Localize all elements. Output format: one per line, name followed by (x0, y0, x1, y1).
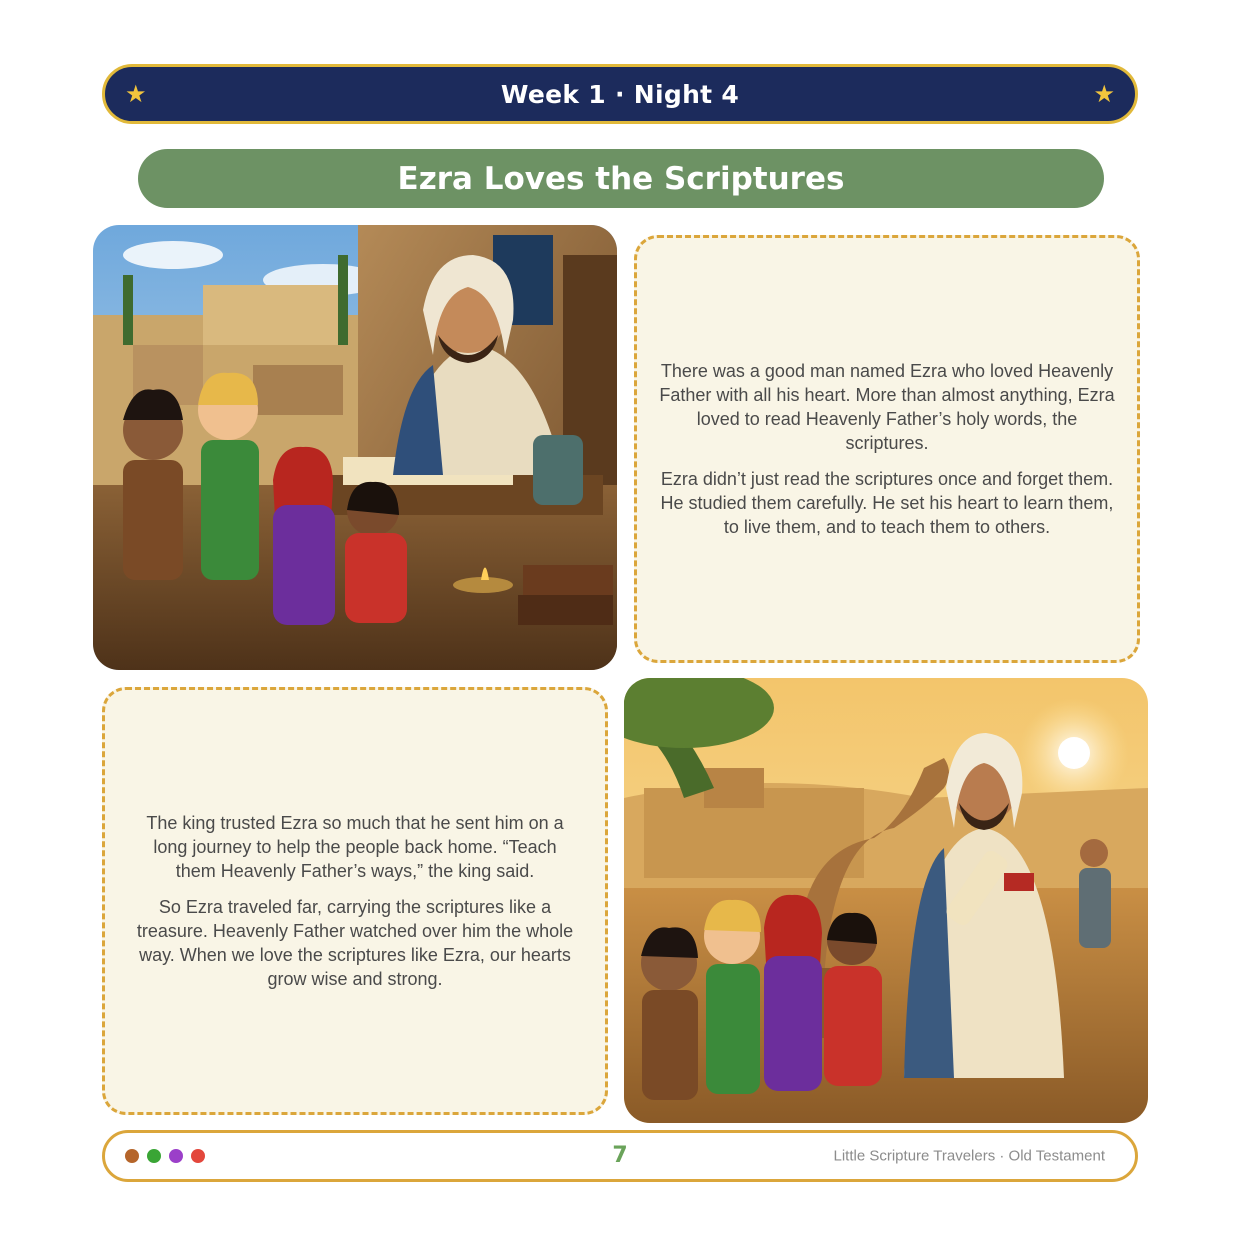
page-number: 7 (612, 1143, 628, 1168)
story-paragraph: So Ezra traveled far, carrying the scriptures like a treasure. Heavenly Father watched over him the whole way. When we love the scriptures like Ezra, our hearts grow wise and strong. (136, 897, 574, 989)
story-title-banner (138, 149, 1104, 208)
illustration-ezra-journey-image (624, 678, 1148, 1123)
week-night-banner (102, 64, 1138, 124)
illustration-ezra-reading-image (93, 225, 617, 670)
week-night-title: Week 1 · Night 4 (500, 79, 740, 109)
series-label: Little Scripture Travelers · Old Testament (833, 1147, 1105, 1165)
story-paragraph: Ezra didn’t just read the scriptures once and forget them. He studied them carefully. He set his heart to learn them, to live them, and to teach them to others. (660, 469, 1114, 537)
illustration-ezra-journey (624, 678, 1148, 1123)
story-paragraph: The king trusted Ezra so much that he sent him on a long journey to help the people back home. “Teach them Heavenly Father’s ways,” the king said. (146, 813, 564, 881)
story-text-panel-1 (634, 235, 1140, 663)
page-footer (102, 1130, 1138, 1182)
story-paragraph: There was a good man named Ezra who loved Heavenly Father with all his heart. More than almost anything, Ezra loved to read Heavenly Father’s holy words, the scriptures. (659, 361, 1115, 453)
illustration-ezra-reading (93, 225, 617, 670)
story-title: Ezra Loves the Scriptures (397, 160, 845, 197)
story-text-panel-2 (102, 687, 608, 1115)
star-icon: ★ (125, 80, 147, 108)
star-icon: ★ (1093, 80, 1115, 108)
